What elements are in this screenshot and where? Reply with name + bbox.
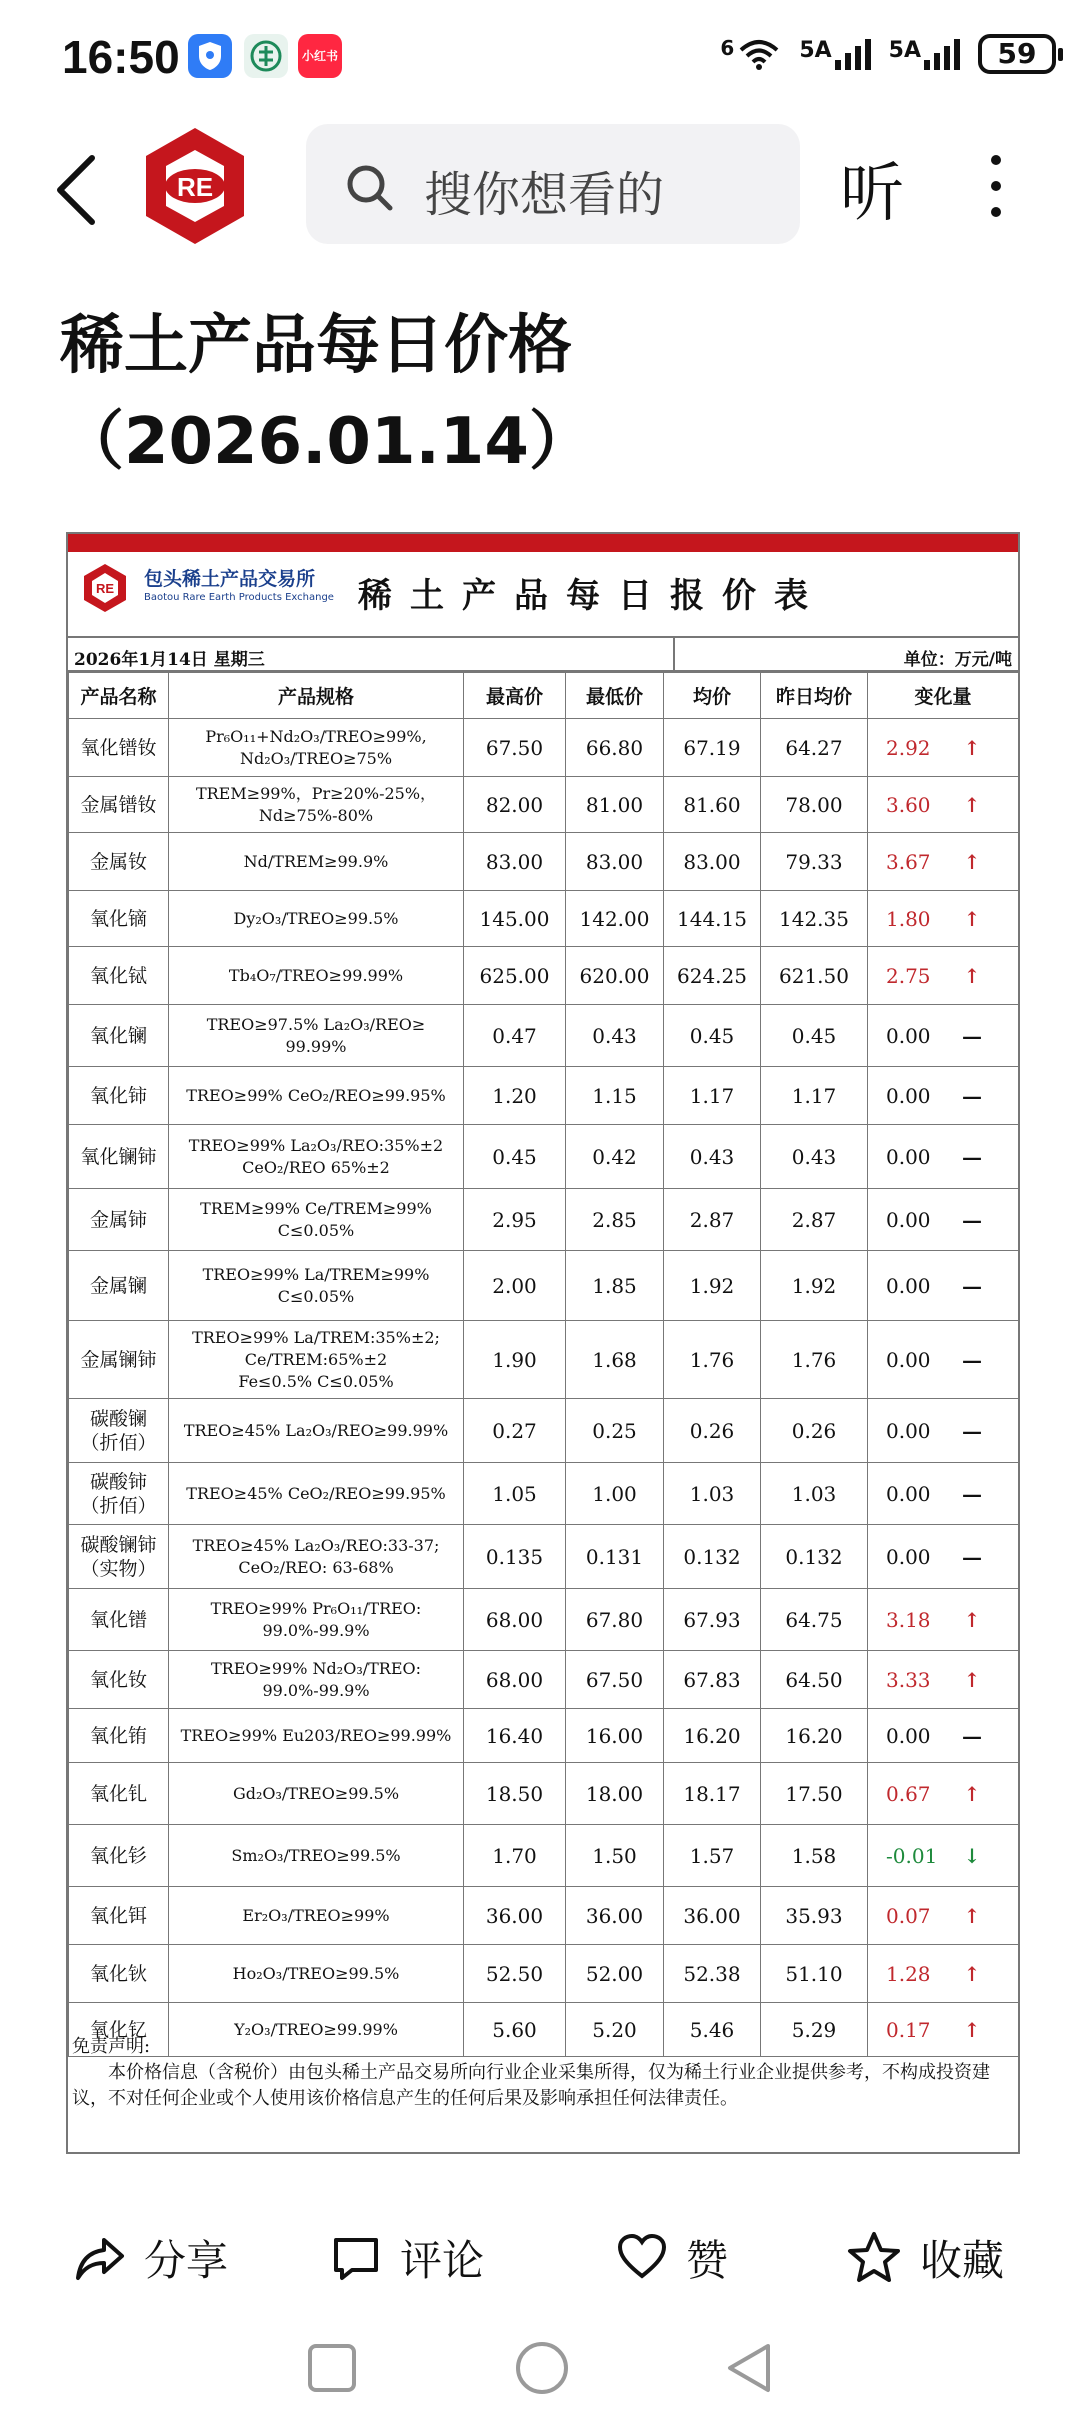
arrow-up-icon: ↑ xyxy=(963,1903,981,1928)
table-row xyxy=(69,891,1019,947)
search-icon xyxy=(344,162,396,214)
table-row xyxy=(69,1399,1019,1463)
low-price-cell: 81.00 xyxy=(566,777,664,833)
low-price-cell: 1.85 xyxy=(566,1251,664,1321)
prev-avg-cell: 0.45 xyxy=(761,1005,868,1067)
avg-price-cell: 67.93 xyxy=(664,1589,761,1651)
table-row xyxy=(69,1825,1019,1887)
shield-app-icon xyxy=(188,34,232,78)
product-spec-cell: Sm₂O₃/TREO≥99.5% xyxy=(169,1825,464,1887)
dash-icon: — xyxy=(962,1544,982,1569)
disclaimer-title: 免责声明: xyxy=(72,2036,151,2057)
product-spec-cell: Gd₂O₃/TREO≥99.5% xyxy=(169,1763,464,1825)
arrow-up-icon: ↑ xyxy=(963,1961,981,1986)
change-value: 0.17 xyxy=(886,2017,931,2042)
change-cell xyxy=(868,1887,1019,1945)
product-name-cell: 氧化铈 xyxy=(69,1067,169,1125)
change-value: 3.60 xyxy=(886,792,931,817)
prev-avg-cell: 79.33 xyxy=(761,833,868,891)
avg-price-cell: 67.19 xyxy=(664,719,761,777)
change-cell xyxy=(868,1005,1019,1067)
table-row xyxy=(69,1251,1019,1321)
high-price-cell: 0.135 xyxy=(464,1525,566,1589)
product-spec-cell: TREO≥99% La₂O₃/REO:35%±2 CeO₂/REO 65%±2 xyxy=(169,1125,464,1189)
avg-price-cell: 624.25 xyxy=(664,947,761,1005)
dash-icon: — xyxy=(962,1083,982,1108)
change-cell xyxy=(868,833,1019,891)
wifi-indicator: 6 xyxy=(720,36,781,72)
table-row xyxy=(69,1321,1019,1399)
col-header: 最低价 xyxy=(566,673,664,719)
arrow-up-icon: ↑ xyxy=(963,1607,981,1632)
table-row xyxy=(69,1589,1019,1651)
change-value: 1.28 xyxy=(886,1961,931,1986)
change-cell xyxy=(868,777,1019,833)
avg-price-cell: 144.15 xyxy=(664,891,761,947)
high-price-cell: 625.00 xyxy=(464,947,566,1005)
prev-avg-cell: 64.27 xyxy=(761,719,868,777)
change-value: 3.33 xyxy=(886,1667,931,1692)
product-spec-cell: Pr₆O₁₁+Nd₂O₃/TREO≥99%, Nd₂O₃/TREO≥75% xyxy=(169,719,464,777)
product-name-cell: 氧化铒 xyxy=(69,1887,169,1945)
change-value: 0.00 xyxy=(886,1273,931,1298)
low-price-cell: 1.15 xyxy=(566,1067,664,1125)
high-price-cell: 36.00 xyxy=(464,1887,566,1945)
product-name-cell: 金属镨钕 xyxy=(69,777,169,833)
product-name-cell: 氧化钐 xyxy=(69,1825,169,1887)
high-price-cell: 68.00 xyxy=(464,1589,566,1651)
prev-avg-cell: 621.50 xyxy=(761,947,868,1005)
low-price-cell: 67.50 xyxy=(566,1651,664,1709)
change-cell xyxy=(868,1067,1019,1125)
high-price-cell: 67.50 xyxy=(464,719,566,777)
product-name-cell: 金属铈 xyxy=(69,1189,169,1251)
change-value: 0.00 xyxy=(886,1347,931,1372)
product-name-cell: 碳酸镧 （折佰） xyxy=(69,1399,169,1463)
change-value: 0.00 xyxy=(886,1083,931,1108)
change-cell xyxy=(868,1945,1019,2003)
low-price-cell: 66.80 xyxy=(566,719,664,777)
sheet-top-bar xyxy=(68,534,1018,552)
recents-button[interactable] xyxy=(306,2342,358,2394)
change-value: 0.00 xyxy=(886,1481,931,1506)
cell-signal-2: 5A xyxy=(889,38,960,70)
price-table-image[interactable] xyxy=(66,532,1020,2154)
article-title: 稀土产品每日价格 （2026.01.14） xyxy=(60,309,593,479)
prev-avg-cell: 142.35 xyxy=(761,891,868,947)
dash-icon: — xyxy=(962,1418,982,1443)
exchange-logo xyxy=(82,562,128,614)
product-spec-cell: TREO≥99% La/TREM:35%±2; Ce/TREM:65%±2 Fe≤0.5% C≤0.05% xyxy=(169,1321,464,1399)
col-header: 产品规格 xyxy=(169,673,464,719)
status-bar xyxy=(0,0,1084,110)
product-spec-cell: Dy₂O₃/TREO≥99.5% xyxy=(169,891,464,947)
product-spec-cell: TREM≥99%，Pr≥20%-25%， Nd≥75%-80% xyxy=(169,777,464,833)
system-back-button[interactable] xyxy=(722,2340,776,2396)
table-row xyxy=(69,947,1019,1005)
prev-avg-cell: 51.10 xyxy=(761,1945,868,2003)
search-input[interactable] xyxy=(306,124,800,244)
avg-price-cell: 18.17 xyxy=(664,1763,761,1825)
prev-avg-cell: 1.03 xyxy=(761,1463,868,1525)
table-row xyxy=(69,1887,1019,1945)
svg-text:RE: RE xyxy=(176,172,214,202)
svg-text:RE: RE xyxy=(95,581,115,596)
avg-price-cell: 16.20 xyxy=(664,1709,761,1763)
table-row xyxy=(69,1525,1019,1589)
prev-avg-cell: 16.20 xyxy=(761,1709,868,1763)
prev-avg-cell: 17.50 xyxy=(761,1763,868,1825)
low-price-cell: 16.00 xyxy=(566,1709,664,1763)
listen-button[interactable]: 听 xyxy=(840,157,904,231)
low-price-cell: 0.25 xyxy=(566,1399,664,1463)
avg-price-cell: 0.43 xyxy=(664,1125,761,1189)
arrow-up-icon: ↑ xyxy=(963,1781,981,1806)
dash-icon: — xyxy=(962,1481,982,1506)
change-cell xyxy=(868,1825,1019,1887)
avg-price-cell: 83.00 xyxy=(664,833,761,891)
back-button[interactable] xyxy=(48,150,108,230)
change-cell xyxy=(868,1709,1019,1763)
table-header-row xyxy=(69,673,1019,719)
prev-avg-cell: 1.92 xyxy=(761,1251,868,1321)
change-value: 0.00 xyxy=(886,1144,931,1169)
product-spec-cell: Er₂O₃/TREO≥99% xyxy=(169,1887,464,1945)
prev-avg-cell: 64.75 xyxy=(761,1589,868,1651)
change-value: 2.75 xyxy=(886,963,931,988)
low-price-cell: 620.00 xyxy=(566,947,664,1005)
wifi-icon xyxy=(737,36,781,72)
low-price-cell: 67.80 xyxy=(566,1589,664,1651)
low-price-cell: 1.50 xyxy=(566,1825,664,1887)
low-price-cell: 1.68 xyxy=(566,1321,664,1399)
change-cell xyxy=(868,1525,1019,1589)
back-icon xyxy=(48,150,108,230)
share-icon xyxy=(74,2232,126,2284)
product-spec-cell: TREM≥99% Ce/TREM≥99% C≤0.05% xyxy=(169,1189,464,1251)
change-value: 0.67 xyxy=(886,1781,931,1806)
high-price-cell: 18.50 xyxy=(464,1763,566,1825)
product-spec-cell: TREO≥45% CeO₂/REO≥99.95% xyxy=(169,1463,464,1525)
change-value: 1.80 xyxy=(886,906,931,931)
disclaimer xyxy=(72,2034,1016,2112)
avg-price-cell: 0.132 xyxy=(664,1525,761,1589)
arrow-up-icon: ↑ xyxy=(963,849,981,874)
low-price-cell: 2.85 xyxy=(566,1189,664,1251)
product-name-cell: 氧化钆 xyxy=(69,1763,169,1825)
change-value: 0.07 xyxy=(886,1903,931,1928)
product-name-cell: 氧化钕 xyxy=(69,1651,169,1709)
product-spec-cell: Tb₄O₇/TREO≥99.99% xyxy=(169,947,464,1005)
high-price-cell: 1.20 xyxy=(464,1067,566,1125)
table-row xyxy=(69,777,1019,833)
search-placeholder: 搜你想看的 xyxy=(424,167,665,223)
publisher-logo[interactable] xyxy=(140,124,250,248)
arrow-down-icon: ↓ xyxy=(963,1843,981,1868)
avg-price-cell: 5.46 xyxy=(664,2003,761,2057)
sheet-title: 稀土产品每日报价表 xyxy=(358,576,826,616)
heart-icon xyxy=(616,2232,668,2284)
avg-price-cell: 67.83 xyxy=(664,1651,761,1709)
change-cell xyxy=(868,1651,1019,1709)
table-row xyxy=(69,833,1019,891)
col-header: 昨日均价 xyxy=(761,673,868,719)
cell-signal-1: 5A xyxy=(799,38,870,70)
avg-price-cell: 0.26 xyxy=(664,1399,761,1463)
table-row xyxy=(69,1005,1019,1067)
high-price-cell: 0.45 xyxy=(464,1125,566,1189)
dash-icon: — xyxy=(962,1023,982,1048)
arrow-up-icon: ↑ xyxy=(963,906,981,931)
high-price-cell: 0.47 xyxy=(464,1005,566,1067)
status-indicators xyxy=(720,28,1056,80)
change-value: 0.00 xyxy=(886,1544,931,1569)
change-value: 2.92 xyxy=(886,735,931,760)
high-price-cell: 2.95 xyxy=(464,1189,566,1251)
share-button[interactable] xyxy=(74,2226,228,2290)
star-icon xyxy=(846,2230,902,2286)
product-name-cell: 氧化铽 xyxy=(69,947,169,1005)
product-spec-cell: Y₂O₃/TREO≥99.99% xyxy=(169,2003,464,2057)
change-cell xyxy=(868,1321,1019,1399)
prev-avg-cell: 1.17 xyxy=(761,1067,868,1125)
low-price-cell: 0.42 xyxy=(566,1125,664,1189)
change-value: 0.00 xyxy=(886,1723,931,1748)
avg-price-cell: 36.00 xyxy=(664,1887,761,1945)
arrow-up-icon: ↑ xyxy=(963,792,981,817)
top-navigation xyxy=(0,110,1084,260)
product-spec-cell: TREO≥99% Nd₂O₃/TREO: 99.0%-99.9% xyxy=(169,1651,464,1709)
low-price-cell: 52.00 xyxy=(566,1945,664,2003)
product-name-cell: 氧化铕 xyxy=(69,1709,169,1763)
avg-price-cell: 1.17 xyxy=(664,1067,761,1125)
product-spec-cell: TREO≥99% Pr₆O₁₁/TREO: 99.0%-99.9% xyxy=(169,1589,464,1651)
product-name-cell: 氧化钬 xyxy=(69,1945,169,2003)
col-header: 最高价 xyxy=(464,673,566,719)
change-cell xyxy=(868,1251,1019,1321)
table-row xyxy=(69,1709,1019,1763)
prev-avg-cell: 0.43 xyxy=(761,1125,868,1189)
product-spec-cell: Nd/TREM≥99.9% xyxy=(169,833,464,891)
high-price-cell: 83.00 xyxy=(464,833,566,891)
low-price-cell: 18.00 xyxy=(566,1763,664,1825)
col-header: 产品名称 xyxy=(69,673,169,719)
high-price-cell: 68.00 xyxy=(464,1651,566,1709)
bottom-action-bar xyxy=(0,2210,1084,2310)
product-spec-cell: TREO≥99% La/TREM≥99% C≤0.05% xyxy=(169,1251,464,1321)
high-price-cell: 1.05 xyxy=(464,1463,566,1525)
comment-button[interactable] xyxy=(330,2226,484,2290)
change-cell xyxy=(868,1589,1019,1651)
prev-avg-cell: 64.50 xyxy=(761,1651,868,1709)
change-cell xyxy=(868,1125,1019,1189)
table-row xyxy=(69,1189,1019,1251)
avg-price-cell: 1.57 xyxy=(664,1825,761,1887)
home-button[interactable] xyxy=(514,2340,570,2396)
product-name-cell: 碳酸镧铈 （实物） xyxy=(69,1525,169,1589)
dash-icon: — xyxy=(962,1144,982,1169)
more-icon xyxy=(976,146,1016,226)
product-spec-cell: Ho₂O₃/TREO≥99.5% xyxy=(169,1945,464,2003)
high-price-cell: 1.90 xyxy=(464,1321,566,1399)
product-spec-cell: TREO≥45% La₂O₃/REO:33-37; CeO₂/REO: 63-68% xyxy=(169,1525,464,1589)
dash-icon: — xyxy=(962,1207,982,1232)
battery-indicator: 59 xyxy=(978,34,1056,74)
change-value: 0.00 xyxy=(886,1023,931,1048)
col-header: 变化量 xyxy=(868,673,1019,719)
product-name-cell: 氧化镧 xyxy=(69,1005,169,1067)
arrow-up-icon: ↑ xyxy=(963,1667,981,1692)
xiaohongshu-app-icon: 小红书 xyxy=(298,34,342,78)
price-table xyxy=(68,672,1019,2057)
prev-avg-cell: 78.00 xyxy=(761,777,868,833)
product-spec-cell: TREO≥45% La₂O₃/REO≥99.99% xyxy=(169,1399,464,1463)
prev-avg-cell: 1.76 xyxy=(761,1321,868,1399)
avg-price-cell: 0.45 xyxy=(664,1005,761,1067)
low-price-cell: 36.00 xyxy=(566,1887,664,1945)
prev-avg-cell: 35.93 xyxy=(761,1887,868,1945)
change-cell xyxy=(868,1189,1019,1251)
table-row xyxy=(69,1067,1019,1125)
product-name-cell: 氧化镨 xyxy=(69,1589,169,1651)
arrow-up-icon: ↑ xyxy=(963,963,981,988)
prev-avg-cell: 2.87 xyxy=(761,1189,868,1251)
more-button[interactable] xyxy=(976,146,1016,226)
high-price-cell: 145.00 xyxy=(464,891,566,947)
change-cell xyxy=(868,1463,1019,1525)
subheader-divider xyxy=(673,638,675,672)
change-cell xyxy=(868,1399,1019,1463)
system-navigation-bar xyxy=(0,2320,1084,2412)
dash-icon: — xyxy=(962,1273,982,1298)
change-cell xyxy=(868,947,1019,1005)
arrow-up-icon: ↑ xyxy=(963,2017,981,2042)
exchange-name: 包头稀土产品交易所 xyxy=(144,568,316,590)
change-cell xyxy=(868,719,1019,777)
high-price-cell: 16.40 xyxy=(464,1709,566,1763)
high-price-cell: 82.00 xyxy=(464,777,566,833)
prev-avg-cell: 5.29 xyxy=(761,2003,868,2057)
arrow-up-icon: ↑ xyxy=(963,735,981,760)
avg-price-cell: 1.76 xyxy=(664,1321,761,1399)
status-time: 16:50 xyxy=(62,31,180,83)
low-price-cell: 142.00 xyxy=(566,891,664,947)
avg-price-cell: 1.03 xyxy=(664,1463,761,1525)
table-row xyxy=(69,1763,1019,1825)
prev-avg-cell: 1.58 xyxy=(761,1825,868,1887)
like-label: 赞 xyxy=(686,2236,729,2285)
share-label: 分享 xyxy=(144,2236,229,2285)
avg-price-cell: 2.87 xyxy=(664,1189,761,1251)
change-value: 0.00 xyxy=(886,1207,931,1232)
product-name-cell: 金属镧铈 xyxy=(69,1321,169,1399)
low-price-cell: 83.00 xyxy=(566,833,664,891)
high-price-cell: 0.27 xyxy=(464,1399,566,1463)
table-row xyxy=(69,719,1019,777)
high-price-cell: 52.50 xyxy=(464,1945,566,2003)
prev-avg-cell: 0.26 xyxy=(761,1399,868,1463)
table-row xyxy=(69,1125,1019,1189)
product-name-cell: 氧化镝 xyxy=(69,891,169,947)
low-price-cell: 0.131 xyxy=(566,1525,664,1589)
change-value: 0.00 xyxy=(886,1418,931,1443)
sheet-subheader xyxy=(68,638,1018,672)
report-date: 2026年1月14日 星期三 xyxy=(74,650,265,670)
avg-price-cell: 1.92 xyxy=(664,1251,761,1321)
product-spec-cell: TREO≥97.5% La₂O₃/REO≥ 99.99% xyxy=(169,1005,464,1067)
product-name-cell: 碳酸铈 （折佰） xyxy=(69,1463,169,1525)
like-button[interactable] xyxy=(616,2226,728,2290)
exchange-name-en: Baotou Rare Earth Products Exchange xyxy=(144,592,334,603)
avg-price-cell: 52.38 xyxy=(664,1945,761,2003)
change-cell xyxy=(868,1763,1019,1825)
product-name-cell: 氧化钇 xyxy=(69,2003,169,2057)
collect-label: 收藏 xyxy=(920,2236,1005,2285)
table-row xyxy=(69,1945,1019,2003)
table-row xyxy=(69,1651,1019,1709)
bank-app-icon xyxy=(244,34,288,78)
avg-price-cell: 81.60 xyxy=(664,777,761,833)
change-value: 3.67 xyxy=(886,849,931,874)
product-name-cell: 金属镧 xyxy=(69,1251,169,1321)
product-spec-cell: TREO≥99% CeO₂/REO≥99.95% xyxy=(169,1067,464,1125)
sheet-header xyxy=(68,552,1018,638)
dash-icon: — xyxy=(962,1347,982,1372)
change-value: 3.18 xyxy=(886,1607,931,1632)
change-cell xyxy=(868,891,1019,947)
low-price-cell: 5.20 xyxy=(566,2003,664,2057)
low-price-cell: 1.00 xyxy=(566,1463,664,1525)
collect-button[interactable] xyxy=(846,2226,1004,2290)
prev-avg-cell: 0.132 xyxy=(761,1525,868,1589)
product-name-cell: 氧化镧铈 xyxy=(69,1125,169,1189)
comment-icon xyxy=(330,2232,382,2284)
dash-icon: — xyxy=(962,1723,982,1748)
high-price-cell: 1.70 xyxy=(464,1825,566,1887)
disclaimer-body: 本价格信息（含税价）由包头稀土产品交易所向行业企业采集所得，仅为稀土行业企业提供参考，不构成投资建议，不对任何企业或个人使用该价格信息产生的任何后果及影响承担任何法律责任。 xyxy=(72,2062,990,2109)
product-name-cell: 金属钕 xyxy=(69,833,169,891)
product-name-cell: 氧化镨钕 xyxy=(69,719,169,777)
product-spec-cell: TREO≥99% Eu203/REO≥99.99% xyxy=(169,1709,464,1763)
table-row xyxy=(69,1463,1019,1525)
high-price-cell: 2.00 xyxy=(464,1251,566,1321)
col-header: 均价 xyxy=(664,673,761,719)
change-value: -0.01 xyxy=(886,1843,938,1868)
comment-label: 评论 xyxy=(400,2236,485,2285)
price-unit: 单位：万元/吨 xyxy=(903,650,1012,670)
high-price-cell: 5.60 xyxy=(464,2003,566,2057)
low-price-cell: 0.43 xyxy=(566,1005,664,1067)
